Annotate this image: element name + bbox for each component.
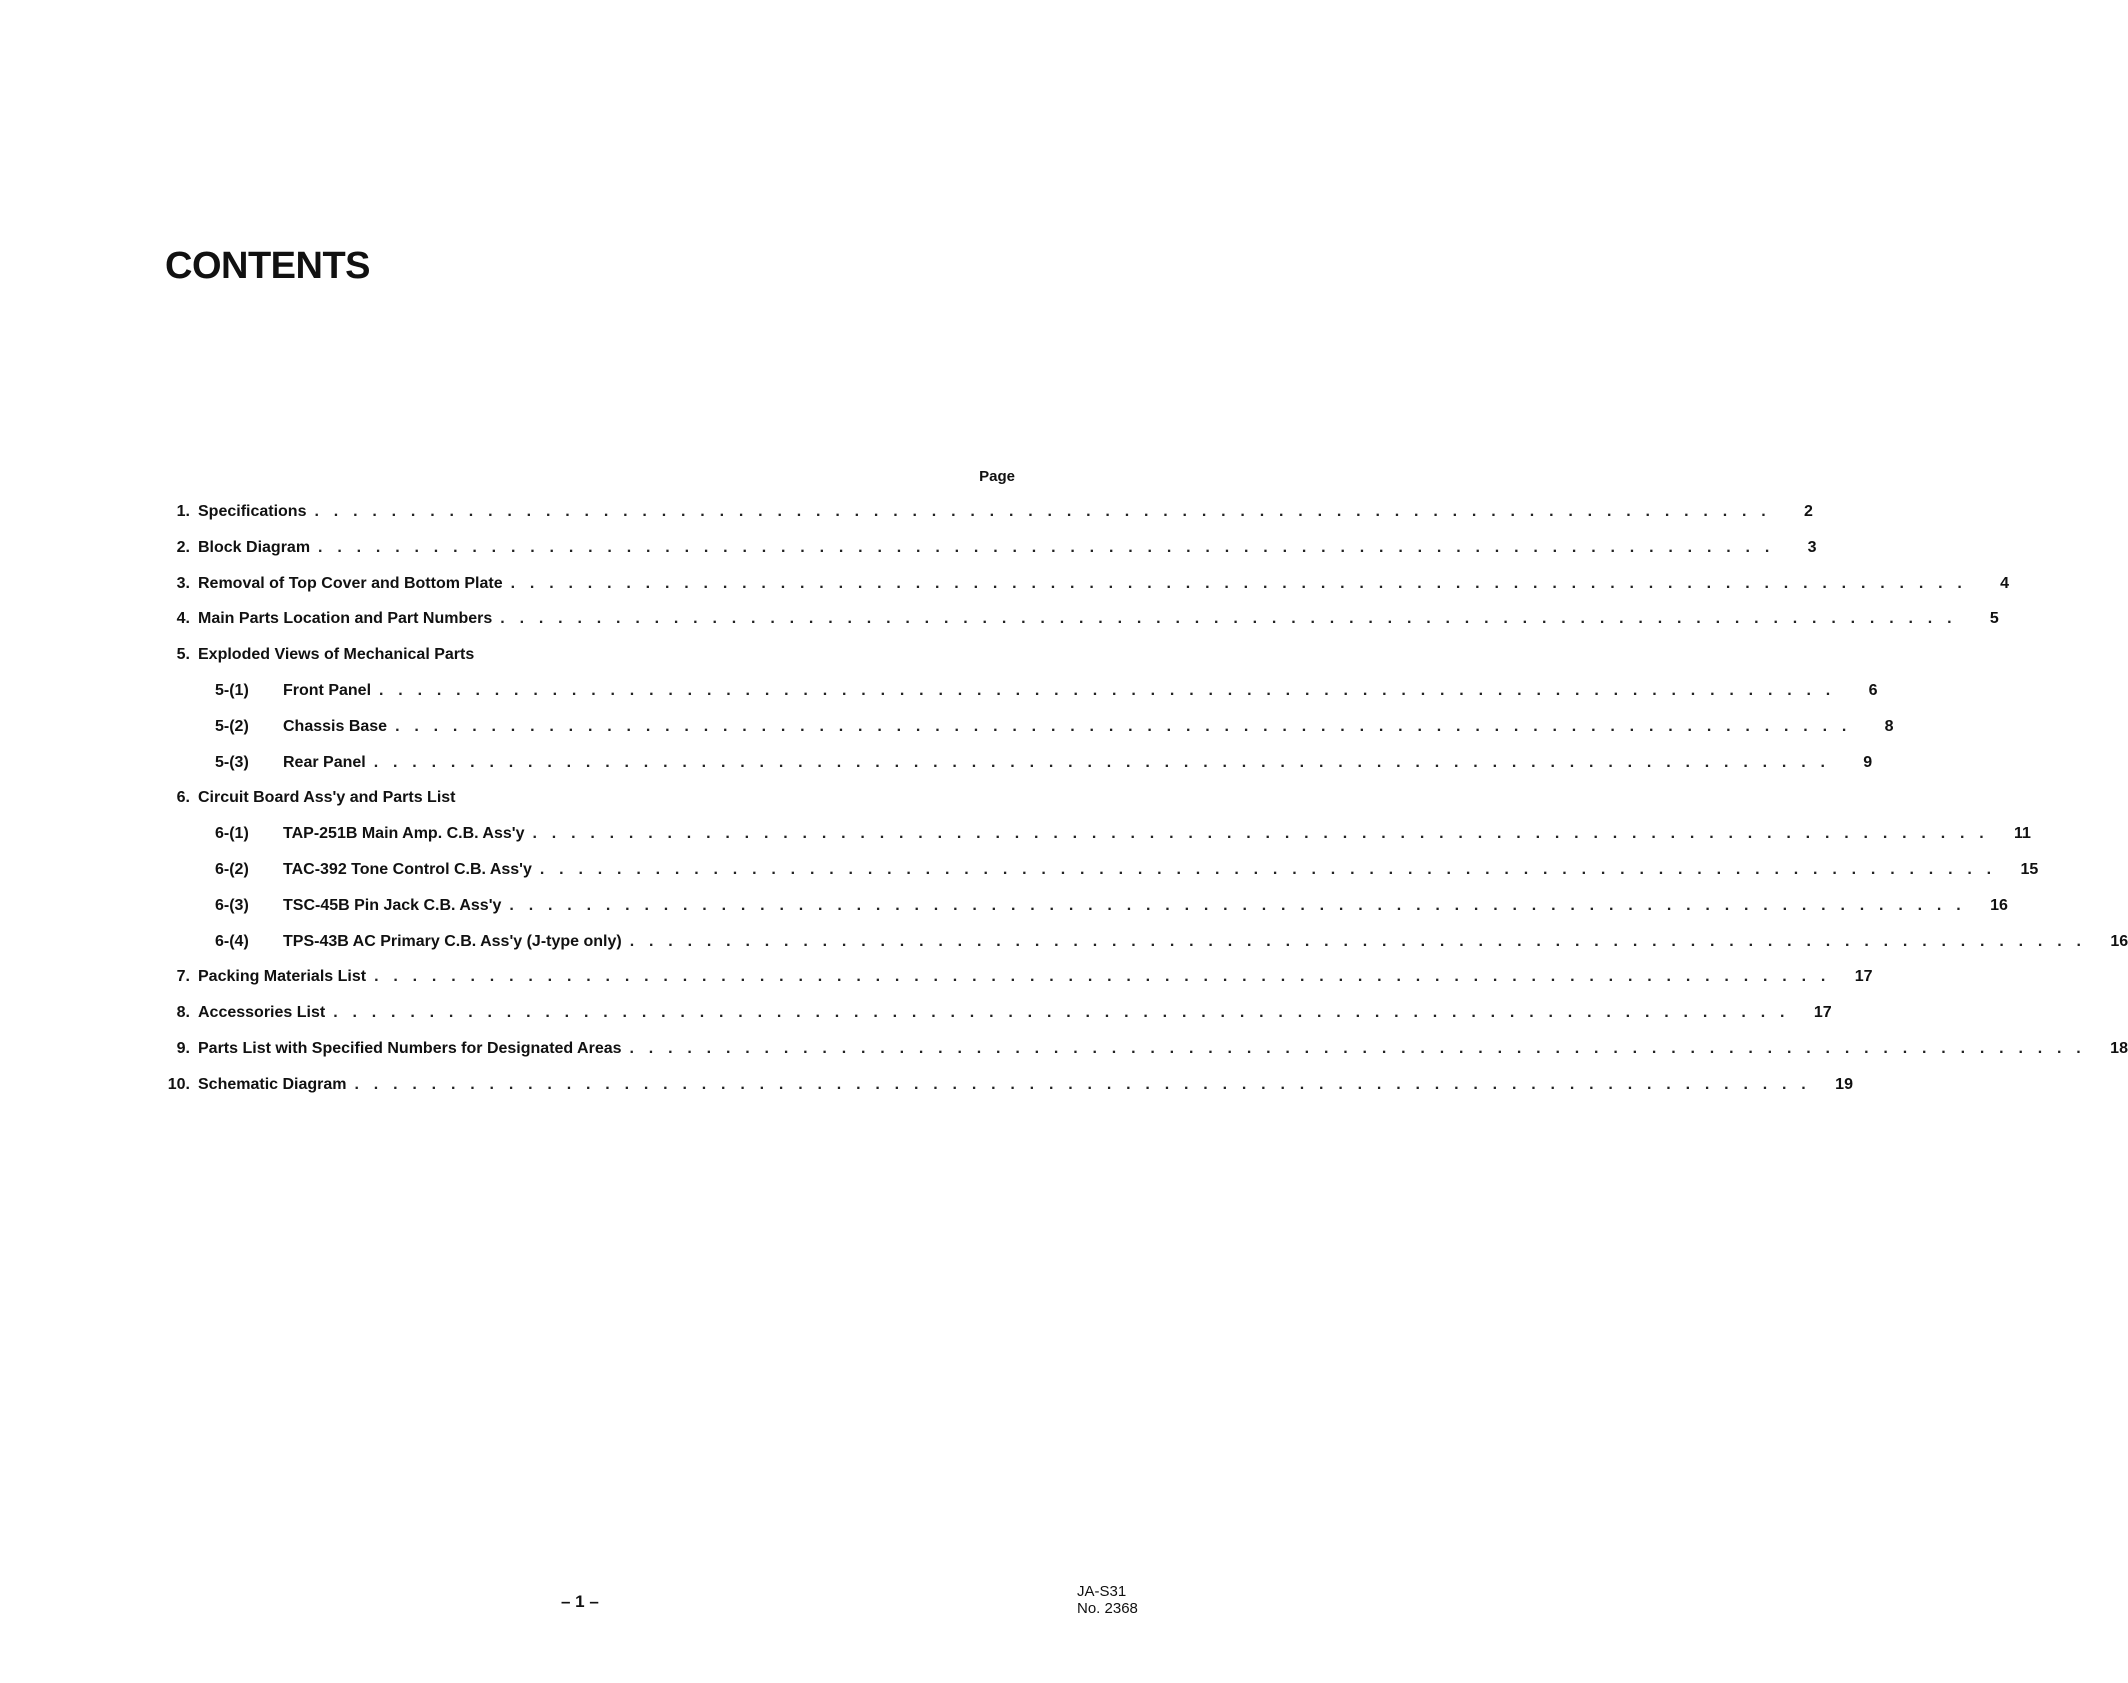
toc-entry: [150, 1075, 1853, 1112]
toc-entry-title: TAC-392 Tone Control C.B. Ass'y: [283, 860, 532, 878]
toc-entry-page: 17: [1854, 968, 1873, 986]
toc-entry-page: 5: [1989, 610, 1999, 628]
toc-entry: [150, 538, 1817, 575]
dot-leader: . . . . . . . . . . . . . . . . . . . . . . . . . . . . . . . . . . . . . . . . . . . . . . . . . . . . . . . . . . . . . . . . . . . . . . . . . . . .: [379, 681, 1836, 699]
toc-entry-number: 2.: [176, 538, 190, 556]
model-name: JA-S31: [1077, 1583, 1127, 1600]
toc-entry-number: 7.: [176, 968, 190, 986]
toc-entry-title: Chassis Base: [283, 717, 388, 735]
dot-leader: . . . . . . . . . . . . . . . . . . . . . . . . . . . . . . . . . . . . . . . . . . . . . . . . . . . . . . . . . . . . . . . . . . . . . . . . . . . .: [314, 503, 1771, 520]
document-number: No. 2368: [1077, 1600, 1138, 1617]
toc-entry-number: 5.: [176, 646, 190, 664]
toc-entry-title: Block Diagram: [198, 538, 311, 556]
dot-leader: . . . . . . . . . . . . . . . . . . . . . . . . . . . . . . . . . . . . . . . . . . . . . . . . . . . . . . . . . . . . . . . . . . . . . . . . . . . .: [395, 717, 1852, 735]
dot-leader: . . . . . . . . . . . . . . . . . . . . . . . . . . . . . . . . . . . . . . . . . . . . . . . . . . . . . . . . . . . . . . . . . . . . . . . . . . . .: [500, 610, 1957, 628]
toc-entry-subnumber: 6-(4): [215, 932, 249, 950]
toc-entry-number: 6.: [176, 789, 190, 807]
toc-entry: [150, 1004, 1832, 1040]
toc-entry-page: 9: [1863, 753, 1873, 771]
dot-leader: . . . . . . . . . . . . . . . . . . . . . . . . . . . . . . . . . . . . . . . . . . . . . . . . . . . . . . . . . . . . . . . . . . . . . . . . . . . .: [333, 1004, 1790, 1022]
toc-entry-title: TSC-45B Pin Jack C.B. Ass'y: [283, 896, 502, 914]
toc-entry-subnumber: 6-(1): [215, 825, 249, 843]
toc-entry-page: 16: [2110, 932, 2128, 950]
toc-entry: [150, 825, 2031, 861]
toc-entry-title: Specifications: [198, 503, 307, 520]
toc-entry-page: 17: [1813, 1004, 1832, 1022]
toc-entry: [150, 1039, 2128, 1076]
toc-entry-page: 4: [2000, 574, 2010, 592]
toc-entry: [150, 574, 2010, 611]
dot-leader: . . . . . . . . . . . . . . . . . . . . . . . . . . . . . . . . . . . . . . . . . . . . . . . . . . . . . . . . . . . . . . . . . . . . . . . . . . . .: [510, 574, 1968, 592]
toc-entry: [150, 646, 1020, 682]
toc-entry: [150, 753, 1873, 790]
toc-entry-subnumber: 5-(1): [215, 681, 249, 699]
toc-entry-number: 1.: [176, 503, 190, 520]
dot-leader: . . . . . . . . . . . . . . . . . . . . . . . . . . . . . . . . . . . . . . . . . . . . . . . . . . . . . . . . . . . . . . . . . . . . . . . . . . . .: [539, 860, 1997, 878]
dot-leader: . . . . . . . . . . . . . . . . . . . . . . . . . . . . . . . . . . . . . . . . . . . . . . . . . . . . . . . . . . . . . . . . . . . . . . . . . . . .: [374, 968, 1831, 986]
toc-entry: [150, 860, 2039, 897]
toc-entry-page: 16: [1990, 896, 2008, 914]
page-column-header: Page: [979, 468, 1015, 485]
toc-entry-title: TAP-251B Main Amp. C.B. Ass'y: [283, 825, 525, 843]
toc-entries: [150, 503, 2128, 1112]
dot-leader: . . . . . . . . . . . . . . . . . . . . . . . . . . . . . . . . . . . . . . . . . . . . . . . . . . . . . . . . . . . . . . . . . . . . . . . . . . . .: [629, 932, 2087, 950]
dot-leader: . . . . . . . . . . . . . . . . . . . . . . . . . . . . . . . . . . . . . . . . . . . . . . . . . . . . . . . . . . . . . . . . . . . . . . . . . . . .: [629, 1039, 2086, 1057]
page-title: CONTENTS: [165, 245, 370, 287]
toc-entry-page: 15: [2020, 860, 2039, 878]
toc-entry-number: 4.: [176, 610, 190, 628]
toc-entry: [150, 932, 2128, 969]
toc-entry-title: Front Panel: [283, 681, 372, 699]
toc-entry-subnumber: 5-(3): [215, 753, 249, 771]
toc-entry-number: 9.: [176, 1039, 190, 1057]
toc-entry: [150, 896, 2008, 933]
toc-entry-number: 8.: [176, 1004, 190, 1022]
footer-page-number: – 1 –: [561, 1592, 599, 1611]
toc-entry-title: Circuit Board Ass'y and Parts List: [198, 789, 456, 807]
toc-entry-page: 2: [1804, 503, 1813, 520]
dot-leader: . . . . . . . . . . . . . . . . . . . . . . . . . . . . . . . . . . . . . . . . . . . . . . . . . . . . . . . . . . . . . . . . . . . . . . . . . . . .: [373, 753, 1831, 771]
toc-entry-page: 19: [1835, 1075, 1853, 1093]
toc-entry: [150, 503, 1813, 539]
toc-entry-title: Rear Panel: [283, 753, 366, 771]
footer-model-info: [1077, 1583, 1138, 1617]
toc-entry-title: Accessories List: [198, 1004, 326, 1022]
toc-entry: [150, 610, 1999, 646]
toc-entry-page: 11: [2014, 825, 2031, 843]
dot-leader: . . . . . . . . . . . . . . . . . . . . . . . . . . . . . . . . . . . . . . . . . . . . . . . . . . . . . . . . . . . . . . . . . . . . . . . . . . . .: [318, 538, 1775, 556]
toc-entry-subnumber: 5-(2): [215, 717, 249, 735]
toc-entry-title: Removal of Top Cover and Bottom Plate: [198, 574, 503, 592]
toc-entry-number: 10.: [167, 1075, 190, 1093]
toc-entry: [150, 968, 1873, 1004]
toc-entry-title: Schematic Diagram: [198, 1075, 347, 1093]
toc-entry-subnumber: 6-(2): [215, 860, 249, 878]
toc-entry-title: Main Parts Location and Part Numbers: [198, 610, 493, 628]
toc-entry-page: 3: [1807, 538, 1817, 556]
dot-leader: . . . . . . . . . . . . . . . . . . . . . . . . . . . . . . . . . . . . . . . . . . . . . . . . . . . . . . . . . . . . . . . . . . . . . . . . . . . .: [532, 825, 1989, 843]
toc-entry: [150, 717, 1894, 754]
dot-leader: . . . . . . . . . . . . . . . . . . . . . . . . . . . . . . . . . . . . . . . . . . . . . . . . . . . . . . . . . . . . . . . . . . . . . . . . . . . .: [509, 896, 1966, 914]
toc-entry-title: Exploded Views of Mechanical Parts: [198, 646, 475, 664]
toc-entry: [150, 681, 1878, 718]
toc-entry-page: 8: [1884, 717, 1894, 735]
toc-entry-title: TPS-43B AC Primary C.B. Ass'y (J-type only): [283, 932, 622, 950]
toc-entry-title: Packing Materials List: [198, 968, 367, 986]
toc-entry-subnumber: 6-(3): [215, 896, 249, 914]
toc-entry-number: 3.: [176, 574, 190, 592]
toc-entry-page: 6: [1868, 681, 1878, 699]
toc-entry-page: 18: [2110, 1039, 2128, 1057]
toc-entry: [150, 789, 1020, 825]
dot-leader: . . . . . . . . . . . . . . . . . . . . . . . . . . . . . . . . . . . . . . . . . . . . . . . . . . . . . . . . . . . . . . . . . . . . . . . . . . . .: [354, 1075, 1811, 1093]
toc-entry-title: Parts List with Specified Numbers for Designated Areas: [198, 1039, 622, 1057]
